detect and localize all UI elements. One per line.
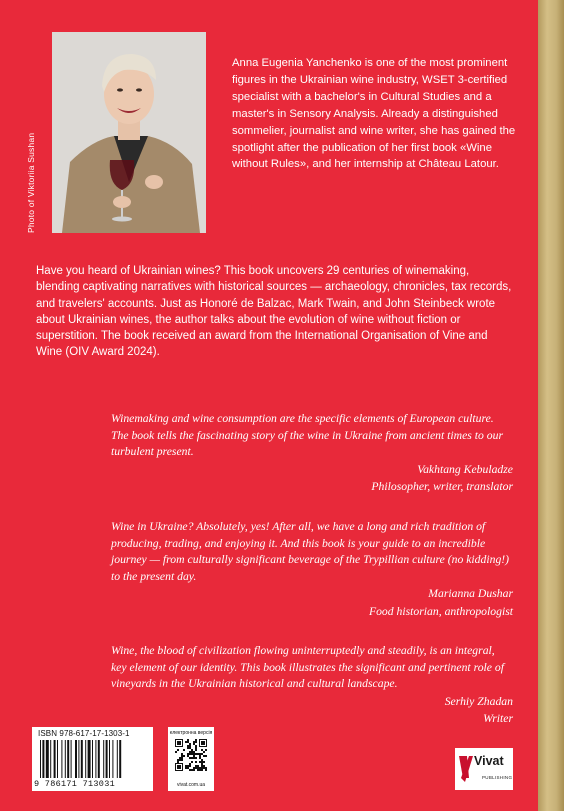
quote-text: Winemaking and wine consumption are the specific elements of European culture. The book tells the fascinating story of the wine in Ukraine from ancient times to our turbulent present. (111, 412, 504, 459)
review-quote (111, 519, 513, 621)
photo-credit: Photo of Viktoriia Sushan (26, 132, 36, 233)
author-bio: Anna Eugenia Yanchenko is one of the most prominent figures in the Ukrainian wine industry, WSET 3-certified specialist with a bachelor's in Cultural Studies and a master's in Sensory Analysis. Already a distinguished sommelier, journalist and wine writer, she has gained the spotlight after the publication of her first book «Wine without Rules», and her internship at Château Latour. (232, 57, 516, 171)
qr-code-block (168, 727, 214, 791)
publisher-name: Vivat (474, 754, 504, 768)
isbn-number: ISBN 978-617-17-1303-1 (38, 729, 130, 738)
review-quote (111, 411, 513, 496)
quote-text: Wine, the blood of civilization flowing uninterruptedly and steadily, is an integral, key element of our identity. This book illustrates the significant and pertinent role of vineyards in the Ukrainian historical and cultural landscape. (111, 644, 504, 691)
quote-author: Vakhtang Kebuladze (417, 462, 513, 476)
quote-author-role: Writer (483, 712, 513, 726)
publisher-sub: PUBLISHING (482, 775, 513, 780)
book-spine (538, 0, 564, 811)
quote-author-role: Food historian, anthropologist (368, 604, 513, 618)
quote-author: Serhiy Zhadan (444, 694, 513, 708)
quote-author-role: Philosopher, writer, translator (371, 480, 513, 494)
barcode-icon (40, 740, 145, 780)
review-quote (111, 643, 513, 728)
author-photo (52, 32, 206, 233)
isbn-barcode (32, 727, 153, 791)
quote-text: Wine in Ukraine? Absolutely, yes! After all, we have a long and rich tradition of producing, trading, and enjoying it. And this book is your guide to an incredible journey — from culturally significant beverage of the Trypillian culture (no kidding!) to the present day. (111, 520, 510, 583)
ean-digits: 9 786171 713031 (34, 779, 116, 789)
quote-author: Marianna Dushar (428, 587, 513, 601)
qr-code-icon (175, 739, 207, 771)
book-description: Have you heard of Ukrainian wines? This book uncovers 29 centuries of winemaking, blending captivating narratives with historical sources — archaeology, chronicles, tax records, and travelers' accounts. Just as Honoré de Balzac, Mark Twain, and John Steinbeck wrote about Ukrainian wines, the author talks about the evolution of wine without fiction or superstition. The book received an award from the International Organisation of Vine and Wine (OIV Award 2024). (36, 265, 512, 359)
qr-url: vivat.com.ua (176, 782, 206, 788)
qr-label: електронна версія (169, 730, 213, 736)
